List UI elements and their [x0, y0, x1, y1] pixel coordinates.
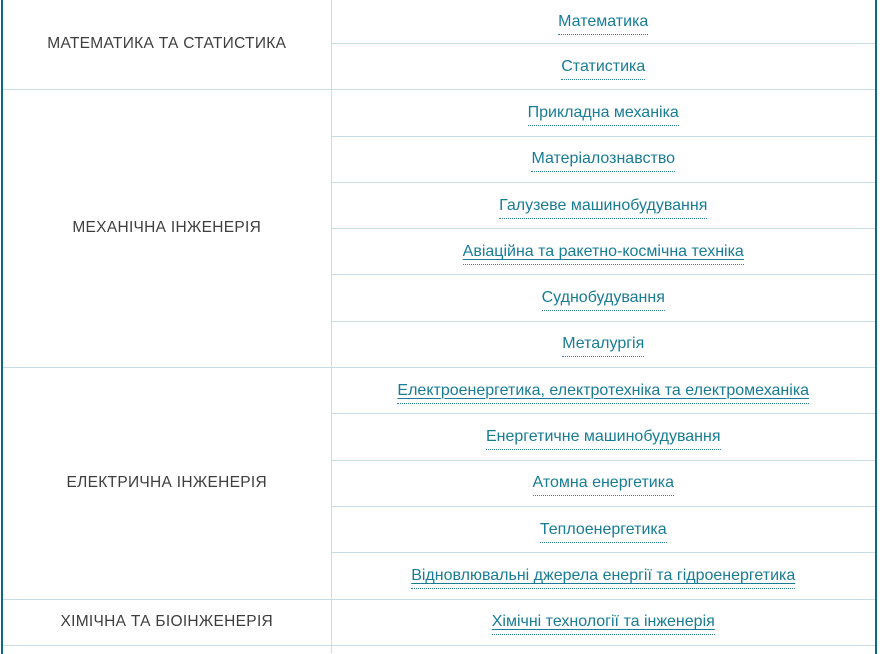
- link-cell: [331, 182, 875, 228]
- link-cell: [331, 136, 875, 182]
- table-row: [3, 368, 875, 414]
- specialty-link-shipbuilding[interactable]: Суднобудування: [542, 289, 665, 311]
- category-cell-electrical-engineering: ЕЛЕКТРИЧНА ІНЖЕНЕРІЯ: [3, 368, 331, 599]
- specialty-link-applied-mechanics[interactable]: Прикладна механіка: [528, 104, 679, 126]
- specialty-link-industrial-machinery[interactable]: Галузеве машинобудування: [499, 197, 707, 219]
- link-cell: [331, 460, 875, 506]
- link-cell: [331, 599, 875, 645]
- link-cell: [331, 368, 875, 414]
- link-cell-partial: [331, 645, 875, 653]
- specialty-link-statistics[interactable]: Статистика: [561, 58, 645, 80]
- category-cell-mathematics-statistics: МАТЕМАТИКА ТА СТАТИСТИКА: [3, 0, 331, 90]
- specialty-link-metallurgy[interactable]: Металургія: [562, 335, 644, 357]
- table-row: [3, 90, 875, 136]
- specialty-link-power-machinery[interactable]: Енергетичне машинобудування: [486, 428, 721, 450]
- link-cell: [331, 506, 875, 552]
- link-cell: [331, 553, 875, 599]
- link-cell: [331, 321, 875, 367]
- specialty-link-aviation-rocket-space[interactable]: Авіаційна та ракетно-космічна техніка: [463, 243, 744, 265]
- specialty-link-renewable-energy[interactable]: Відновлювальні джерела енергії та гідроенергетика: [411, 567, 795, 589]
- link-cell: [331, 275, 875, 321]
- table-row-partial: [3, 645, 875, 653]
- specialty-link-nuclear-energy[interactable]: Атомна енергетика: [533, 474, 674, 496]
- specialties-table-container: [1, 0, 877, 654]
- link-cell: [331, 0, 875, 44]
- category-cell-mechanical-engineering: МЕХАНІЧНА ІНЖЕНЕРІЯ: [3, 90, 331, 368]
- specialty-link-materials-science[interactable]: Матеріалознавство: [531, 150, 675, 172]
- specialty-link-chemical-technologies[interactable]: Хімічні технології та інженерія: [492, 613, 715, 635]
- link-cell: [331, 90, 875, 136]
- category-cell-chemical-bioengineering: ХІМІЧНА ТА БІОІНЖЕНЕРІЯ: [3, 599, 331, 645]
- link-cell: [331, 229, 875, 275]
- specialties-table: [3, 0, 875, 653]
- table-row: [3, 599, 875, 645]
- table-row: [3, 0, 875, 44]
- category-cell-partial: [3, 645, 331, 653]
- link-cell: [331, 414, 875, 460]
- link-cell: [331, 44, 875, 90]
- specialty-link-mathematics[interactable]: Математика: [558, 13, 648, 35]
- specialty-link-electric-power[interactable]: Електроенергетика, електротехніка та електромеханіка: [397, 382, 809, 404]
- specialty-link-heat-power[interactable]: Теплоенергетика: [540, 521, 667, 543]
